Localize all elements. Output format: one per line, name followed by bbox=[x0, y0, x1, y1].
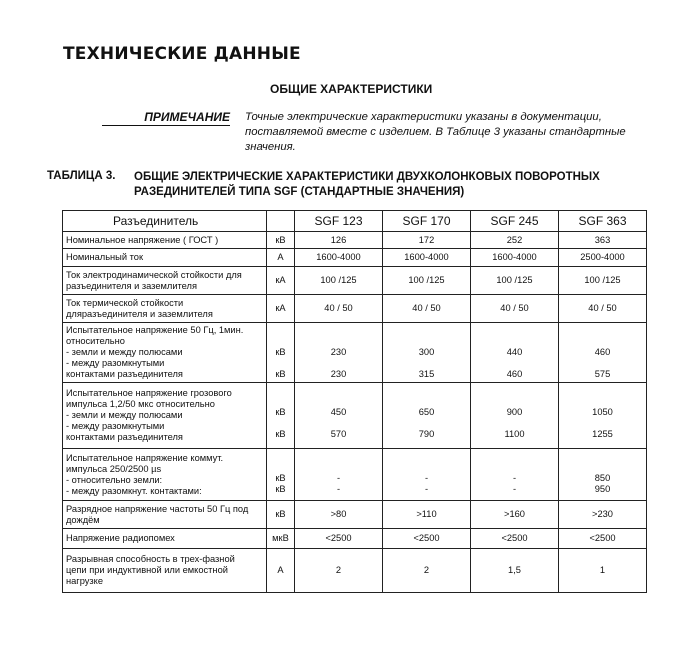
table-row bbox=[63, 383, 647, 449]
value-cell-line: 790 bbox=[418, 429, 435, 439]
value-cell bbox=[559, 232, 647, 249]
parameter-line: Испытательное напряжение коммут. bbox=[66, 452, 224, 463]
value-cell bbox=[559, 295, 647, 323]
parameter-line: Испытательное напряжение 50 Гц, 1мин. bbox=[66, 325, 244, 335]
value-cell bbox=[559, 383, 647, 449]
parameter-line: контактами разъединителя bbox=[66, 432, 183, 442]
value-cell bbox=[471, 232, 559, 249]
table-row bbox=[63, 529, 647, 549]
table-number: ТАБЛИЦА 3. bbox=[47, 170, 116, 182]
parameter-cell bbox=[63, 295, 267, 323]
value-cell-line: - bbox=[512, 484, 517, 494]
table-row bbox=[63, 501, 647, 529]
value-cell bbox=[471, 383, 559, 449]
table-row bbox=[63, 295, 647, 323]
value-cell bbox=[295, 323, 383, 383]
value-cell-line: 850 bbox=[594, 473, 611, 483]
unit-cell-line: кВ bbox=[275, 407, 286, 417]
parameter-line: относительно bbox=[66, 336, 125, 346]
column-header-sgf170: SGF 170 bbox=[383, 211, 471, 232]
value-cell-line: 1050 bbox=[592, 407, 613, 417]
value-cell bbox=[559, 449, 647, 501]
parameter-line: Ток термической стойкости bbox=[66, 297, 184, 308]
unit-cell bbox=[267, 529, 295, 549]
value-cell-line: 450 bbox=[330, 407, 347, 417]
value-cell-line: >110 bbox=[416, 509, 437, 519]
unit-cell bbox=[267, 232, 295, 249]
value-cell bbox=[295, 529, 383, 549]
value-cell-line: 126 bbox=[330, 234, 347, 245]
parameter-cell bbox=[63, 383, 267, 449]
value-cell-line: - bbox=[336, 484, 341, 494]
parameter-line: нагрузке bbox=[66, 576, 104, 586]
unit-cell-line: кА bbox=[275, 303, 286, 313]
value-cell bbox=[383, 295, 471, 323]
parameter-line: Номинальное напряжение ( ГОСТ ) bbox=[66, 234, 219, 245]
unit-cell-line: мкВ bbox=[272, 533, 289, 543]
parameter-line: дождём bbox=[66, 514, 100, 525]
value-cell-line: 900 bbox=[506, 407, 523, 417]
parameter-line: цепи при индуктивной или емкостной bbox=[66, 565, 228, 575]
value-cell bbox=[559, 267, 647, 295]
value-cell bbox=[295, 267, 383, 295]
value-cell-line: <2500 bbox=[501, 533, 528, 543]
parameter-line: Ток электродинамической стойкости для bbox=[66, 269, 242, 280]
value-cell bbox=[559, 323, 647, 383]
parameter-cell bbox=[63, 529, 267, 549]
value-cell bbox=[471, 267, 559, 295]
value-cell-line: 440 bbox=[506, 347, 523, 357]
note-label: ПРИМЕЧАНИЕ bbox=[102, 110, 230, 126]
value-cell-line: - bbox=[336, 473, 341, 483]
value-cell bbox=[295, 501, 383, 529]
parameter-line: - земли и между полюсами bbox=[66, 347, 183, 357]
value-cell bbox=[471, 501, 559, 529]
unit-cell-line: кВ bbox=[275, 234, 286, 245]
column-header-disconnector: Разъединитель bbox=[63, 211, 267, 232]
value-cell-line: 172 bbox=[418, 234, 435, 245]
spec-table bbox=[62, 210, 647, 593]
value-cell bbox=[559, 529, 647, 549]
value-cell bbox=[471, 249, 559, 267]
parameter-cell bbox=[63, 267, 267, 295]
value-cell-line: - bbox=[424, 473, 429, 483]
column-header-sgf123: SGF 123 bbox=[295, 211, 383, 232]
value-cell-line: 230 bbox=[330, 347, 347, 357]
table-header-row bbox=[63, 211, 647, 232]
value-cell bbox=[559, 549, 647, 593]
value-cell-line: >160 bbox=[504, 509, 525, 519]
value-cell bbox=[383, 267, 471, 295]
column-header-sgf363: SGF 363 bbox=[559, 211, 647, 232]
value-cell bbox=[559, 501, 647, 529]
value-cell bbox=[383, 249, 471, 267]
value-cell-line: 363 bbox=[594, 234, 611, 245]
value-cell bbox=[471, 449, 559, 501]
value-cell-line: 40 / 50 bbox=[500, 303, 529, 313]
unit-cell-line: кА bbox=[275, 275, 286, 285]
value-cell-line: 100 /125 bbox=[584, 275, 621, 285]
parameter-cell bbox=[63, 249, 267, 267]
value-cell-line: 40 / 50 bbox=[412, 303, 441, 313]
value-cell-line: 230 bbox=[330, 369, 347, 379]
unit-cell-line: А bbox=[277, 565, 284, 575]
value-cell-line: 650 bbox=[418, 407, 435, 417]
value-cell-line: 2500-4000 bbox=[580, 252, 625, 262]
value-cell-line: 1600-4000 bbox=[404, 252, 449, 262]
value-cell-line: - bbox=[424, 484, 429, 494]
table-body bbox=[63, 232, 647, 593]
unit-cell bbox=[267, 249, 295, 267]
table-row bbox=[63, 323, 647, 383]
value-cell bbox=[383, 501, 471, 529]
column-header-unit bbox=[267, 211, 295, 232]
table-row bbox=[63, 549, 647, 593]
value-cell-line: 315 bbox=[418, 369, 435, 379]
unit-cell bbox=[267, 549, 295, 593]
parameter-line: Напряжение радиопомех bbox=[66, 533, 175, 543]
parameter-line: контактами разъединителя bbox=[66, 369, 183, 379]
parameter-line: импульса 1,2/50 мкс относительно bbox=[66, 399, 215, 409]
section-title: ОБЩИЕ ХАРАКТЕРИСТИКИ bbox=[270, 82, 433, 96]
value-cell-line: 460 bbox=[594, 347, 611, 357]
value-cell bbox=[383, 323, 471, 383]
table-row bbox=[63, 249, 647, 267]
value-cell bbox=[471, 323, 559, 383]
value-cell-line: 1 bbox=[599, 565, 606, 575]
parameter-line: - между разомкнутыми bbox=[66, 421, 165, 431]
value-cell-line: 575 bbox=[594, 369, 611, 379]
value-cell bbox=[295, 449, 383, 501]
value-cell-line: 1,5 bbox=[508, 565, 521, 575]
value-cell-line: 100 /125 bbox=[408, 275, 445, 285]
value-cell bbox=[383, 529, 471, 549]
parameter-line: - между разомкнут. контактами: bbox=[66, 485, 202, 496]
parameter-cell bbox=[63, 232, 267, 249]
unit-cell bbox=[267, 383, 295, 449]
value-cell bbox=[295, 249, 383, 267]
value-cell bbox=[295, 295, 383, 323]
parameter-cell bbox=[63, 323, 267, 383]
value-cell bbox=[383, 232, 471, 249]
unit-cell-line: кВ bbox=[275, 509, 286, 519]
table-row bbox=[63, 232, 647, 249]
parameter-line: импульса 250/2500 µs bbox=[66, 463, 162, 474]
unit-cell-line: кВ bbox=[275, 484, 286, 494]
parameter-cell bbox=[63, 501, 267, 529]
parameter-line: дляразъединителя и заземлителя bbox=[66, 308, 213, 319]
value-cell-line: >80 bbox=[330, 509, 347, 519]
parameter-cell bbox=[63, 549, 267, 593]
parameter-line: Номинальный ток bbox=[66, 252, 144, 262]
value-cell-line: 1100 bbox=[504, 429, 525, 439]
value-cell-line: >230 bbox=[592, 509, 613, 519]
value-cell bbox=[383, 383, 471, 449]
value-cell bbox=[383, 449, 471, 501]
value-cell-line: 1255 bbox=[592, 429, 613, 439]
unit-cell-line: кВ bbox=[275, 347, 286, 357]
value-cell-line: - bbox=[512, 473, 517, 483]
parameter-line: Разрывная способность в трех-фазной bbox=[66, 554, 235, 564]
page-title: ТЕХНИЧЕСКИЕ ДАННЫЕ bbox=[63, 44, 301, 64]
table-row bbox=[63, 449, 647, 501]
value-cell bbox=[471, 549, 559, 593]
unit-cell bbox=[267, 501, 295, 529]
table-row bbox=[63, 267, 647, 295]
parameter-line: Разрядное напряжение частоты 50 Гц под bbox=[66, 503, 249, 514]
unit-cell bbox=[267, 323, 295, 383]
parameter-line: - земли и между полюсами bbox=[66, 410, 183, 420]
value-cell-line: 100 /125 bbox=[320, 275, 357, 285]
value-cell-line: 950 bbox=[594, 484, 611, 494]
unit-cell-line: кВ bbox=[275, 429, 286, 439]
value-cell-line: 252 bbox=[506, 234, 523, 245]
value-cell bbox=[471, 295, 559, 323]
value-cell bbox=[383, 549, 471, 593]
note-text: Точные электрические характеристики указаны в документации, поставляемой вместе с изделием. В Таблице 3 указаны стандартные значения. bbox=[245, 111, 626, 153]
value-cell-line: 300 bbox=[418, 347, 435, 357]
value-cell-line: 100 /125 bbox=[496, 275, 533, 285]
value-cell bbox=[559, 249, 647, 267]
unit-cell-line: А bbox=[277, 252, 284, 262]
parameter-line: Испытательное напряжение грозового bbox=[66, 388, 232, 398]
parameter-line: разъединителя и заземлителя bbox=[66, 280, 197, 291]
value-cell-line: 40 / 50 bbox=[324, 303, 353, 313]
parameter-line: - относительно земли: bbox=[66, 474, 163, 485]
value-cell bbox=[295, 232, 383, 249]
unit-cell bbox=[267, 267, 295, 295]
value-cell-line: 570 bbox=[330, 429, 347, 439]
value-cell-line: <2500 bbox=[589, 533, 616, 543]
value-cell bbox=[471, 529, 559, 549]
value-cell-line: 2 bbox=[423, 565, 430, 575]
unit-cell-line: кВ bbox=[275, 369, 286, 379]
value-cell-line: <2500 bbox=[413, 533, 440, 543]
column-header-sgf245: SGF 245 bbox=[471, 211, 559, 232]
parameter-line: - между разомкнутыми bbox=[66, 358, 165, 368]
value-cell-line: 2 bbox=[335, 565, 342, 575]
value-cell-line: <2500 bbox=[325, 533, 352, 543]
value-cell-line: 1600-4000 bbox=[492, 252, 537, 262]
unit-cell bbox=[267, 295, 295, 323]
value-cell-line: 460 bbox=[506, 369, 523, 379]
table-caption: ОБЩИЕ ЭЛЕКТРИЧЕСКИЕ ХАРАКТЕРИСТИКИ ДВУХКОЛОНКОВЫХ ПОВОРОТНЫХ РАЗЕДИНИТЕЛЕЙ ТИПА SGF (СТАНДАРТНЫЕ ЗНАЧЕНИЯ) bbox=[134, 171, 600, 198]
value-cell bbox=[295, 549, 383, 593]
value-cell-line: 1600-4000 bbox=[316, 252, 361, 262]
value-cell bbox=[295, 383, 383, 449]
parameter-cell bbox=[63, 449, 267, 501]
unit-cell bbox=[267, 449, 295, 501]
unit-cell-line: кВ bbox=[275, 473, 286, 483]
value-cell-line: 40 / 50 bbox=[588, 303, 617, 313]
